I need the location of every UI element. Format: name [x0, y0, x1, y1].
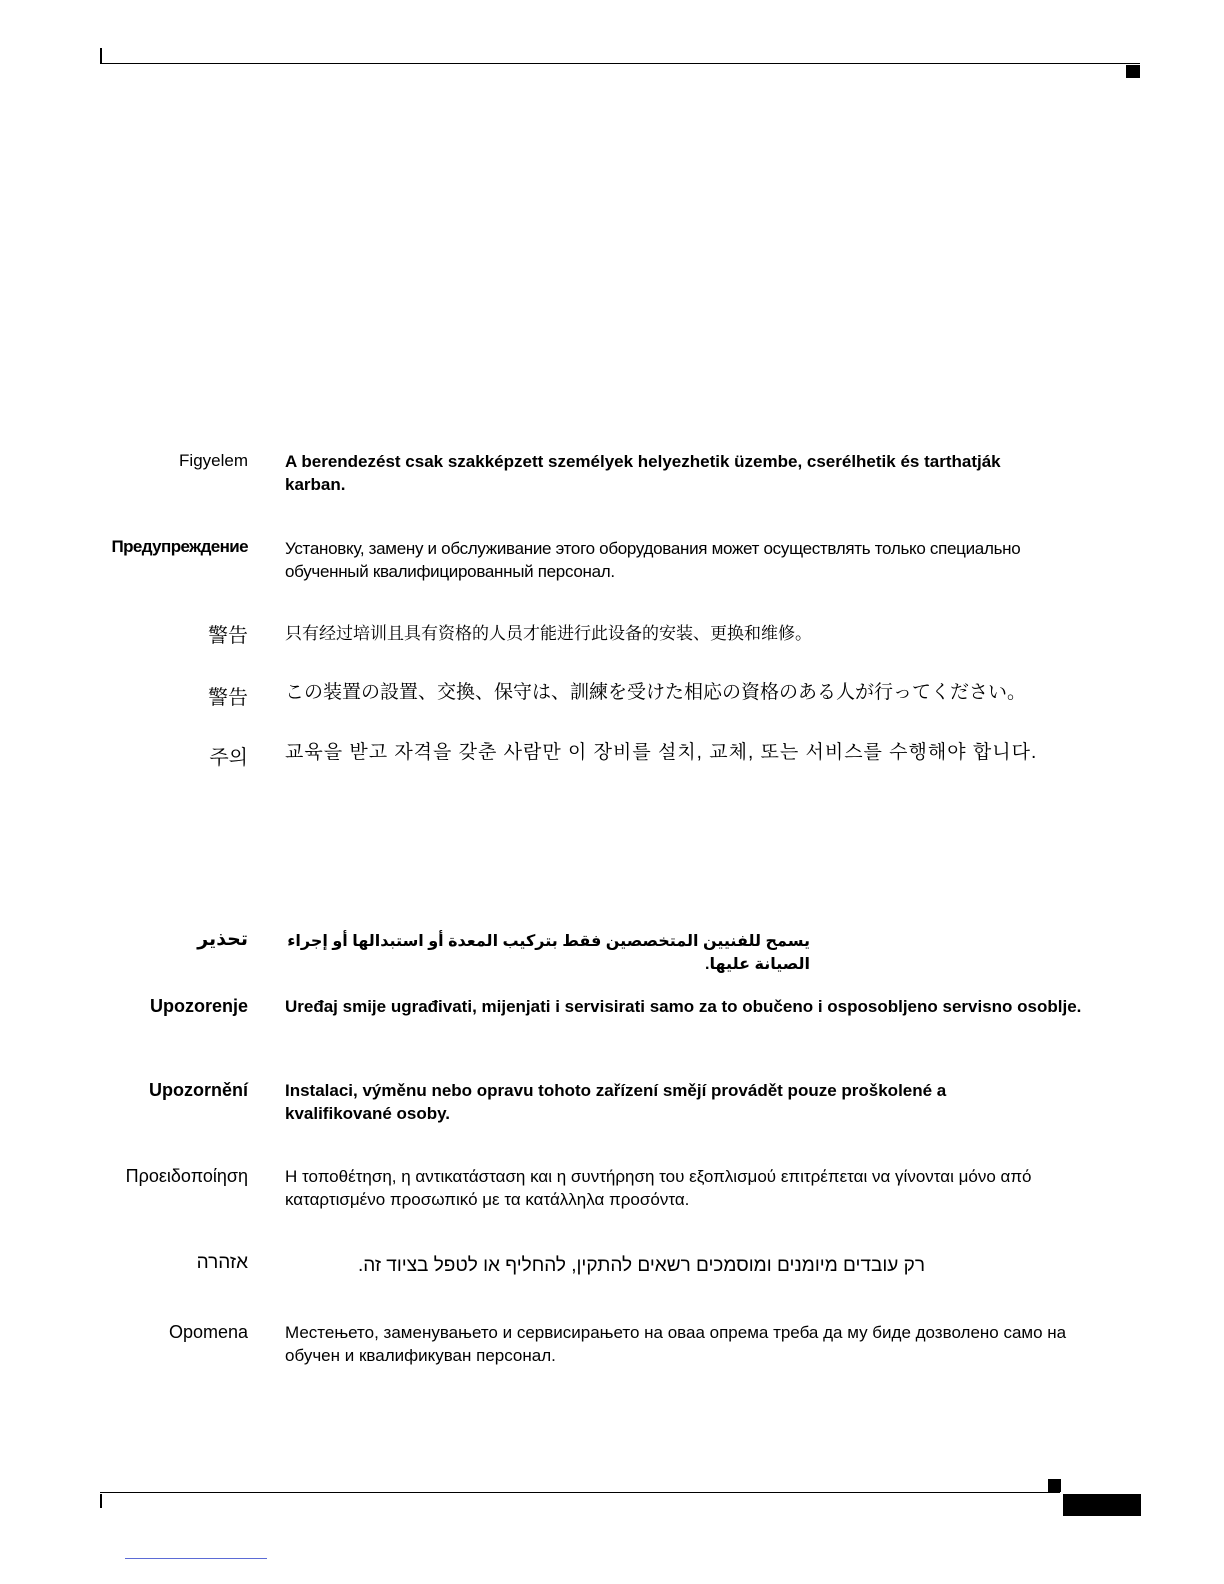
warning-label: Opomena: [168, 1322, 248, 1342]
warning-text: רק עובדים מיומנים ומוסמכים רשאים להתקין, להחליף או לטפל בציוד זה.: [357, 1255, 925, 1276]
warning-label: אזהרה: [196, 1252, 248, 1273]
header-rule: [100, 63, 1140, 64]
warning-label: Upozornění: [149, 1080, 248, 1100]
warning-text: 교육을 받고 자격을 갖춘 사람만 이 장비를 설치, 교체, 또는 서비스를 수행해야 합니다.: [285, 742, 1038, 763]
footer-page-tab: [1063, 1494, 1141, 1516]
warning-text: Uređaj smije ugrađivati, mijenjati i servisirati samo za to obučeno i osposobljeno servisno osoblje.: [285, 997, 1082, 1016]
header-square-marker: [1126, 65, 1140, 78]
warning-label: Предупреждение: [111, 537, 248, 556]
warning-label: Upozorenje: [149, 996, 248, 1016]
warning-text: 只有经过培训且具有资格的人员才能进行此设备的安装、更换和维修。: [285, 624, 812, 643]
warning-label: 주의: [209, 747, 248, 769]
warning-text: A berendezést csak szakképzett személyek helyezhetik üzembe, cserélhetik és tarthatják karban.: [285, 452, 1001, 494]
warning-text: Η τοποθέτηση, η αντικατάσταση και η συντήρηση του εξοπλισμού επιτρέπεται να γίνονται μόνο από καταρτισμένο προσωπικό με τα κατάλληλα προσόντα.: [285, 1167, 1032, 1209]
warning-text: يسمح للفنيين المتخصصين فقط بتركيب المعدة أو استبدالها أو إجراء الصيانة عليها.: [287, 933, 810, 973]
warning-text: この装置の設置、交換、保守は、訓練を受けた相応の資格のある人が行ってください。: [285, 682, 1027, 703]
footer-rule: [100, 1492, 1060, 1493]
footer-square-marker: [1048, 1479, 1061, 1492]
footer-tick: [100, 1494, 102, 1508]
footer-link-underline: [125, 1558, 267, 1559]
warning-label: تحذير: [197, 929, 248, 950]
warning-text: Instalaci, výměnu nebo opravu tohoto zařízení smějí provádět pouze proškolené a kvalifikované osoby.: [285, 1081, 947, 1123]
warning-label: 警告: [208, 625, 248, 647]
warning-text: Местењето, заменувањето и сервисирањето на оваа опрема треба да му биде дозволено само на обучен и квалификуван персонал.: [285, 1323, 1067, 1365]
warning-label: 警告: [208, 687, 248, 709]
warning-label: Προειδοποίηση: [125, 1166, 248, 1186]
warning-text: Установку, замену и обслуживание этого оборудования может осуществлять только специально обученный квалифицированный персонал.: [285, 539, 1021, 581]
warning-label: Figyelem: [179, 451, 248, 470]
header-tick: [100, 48, 102, 64]
